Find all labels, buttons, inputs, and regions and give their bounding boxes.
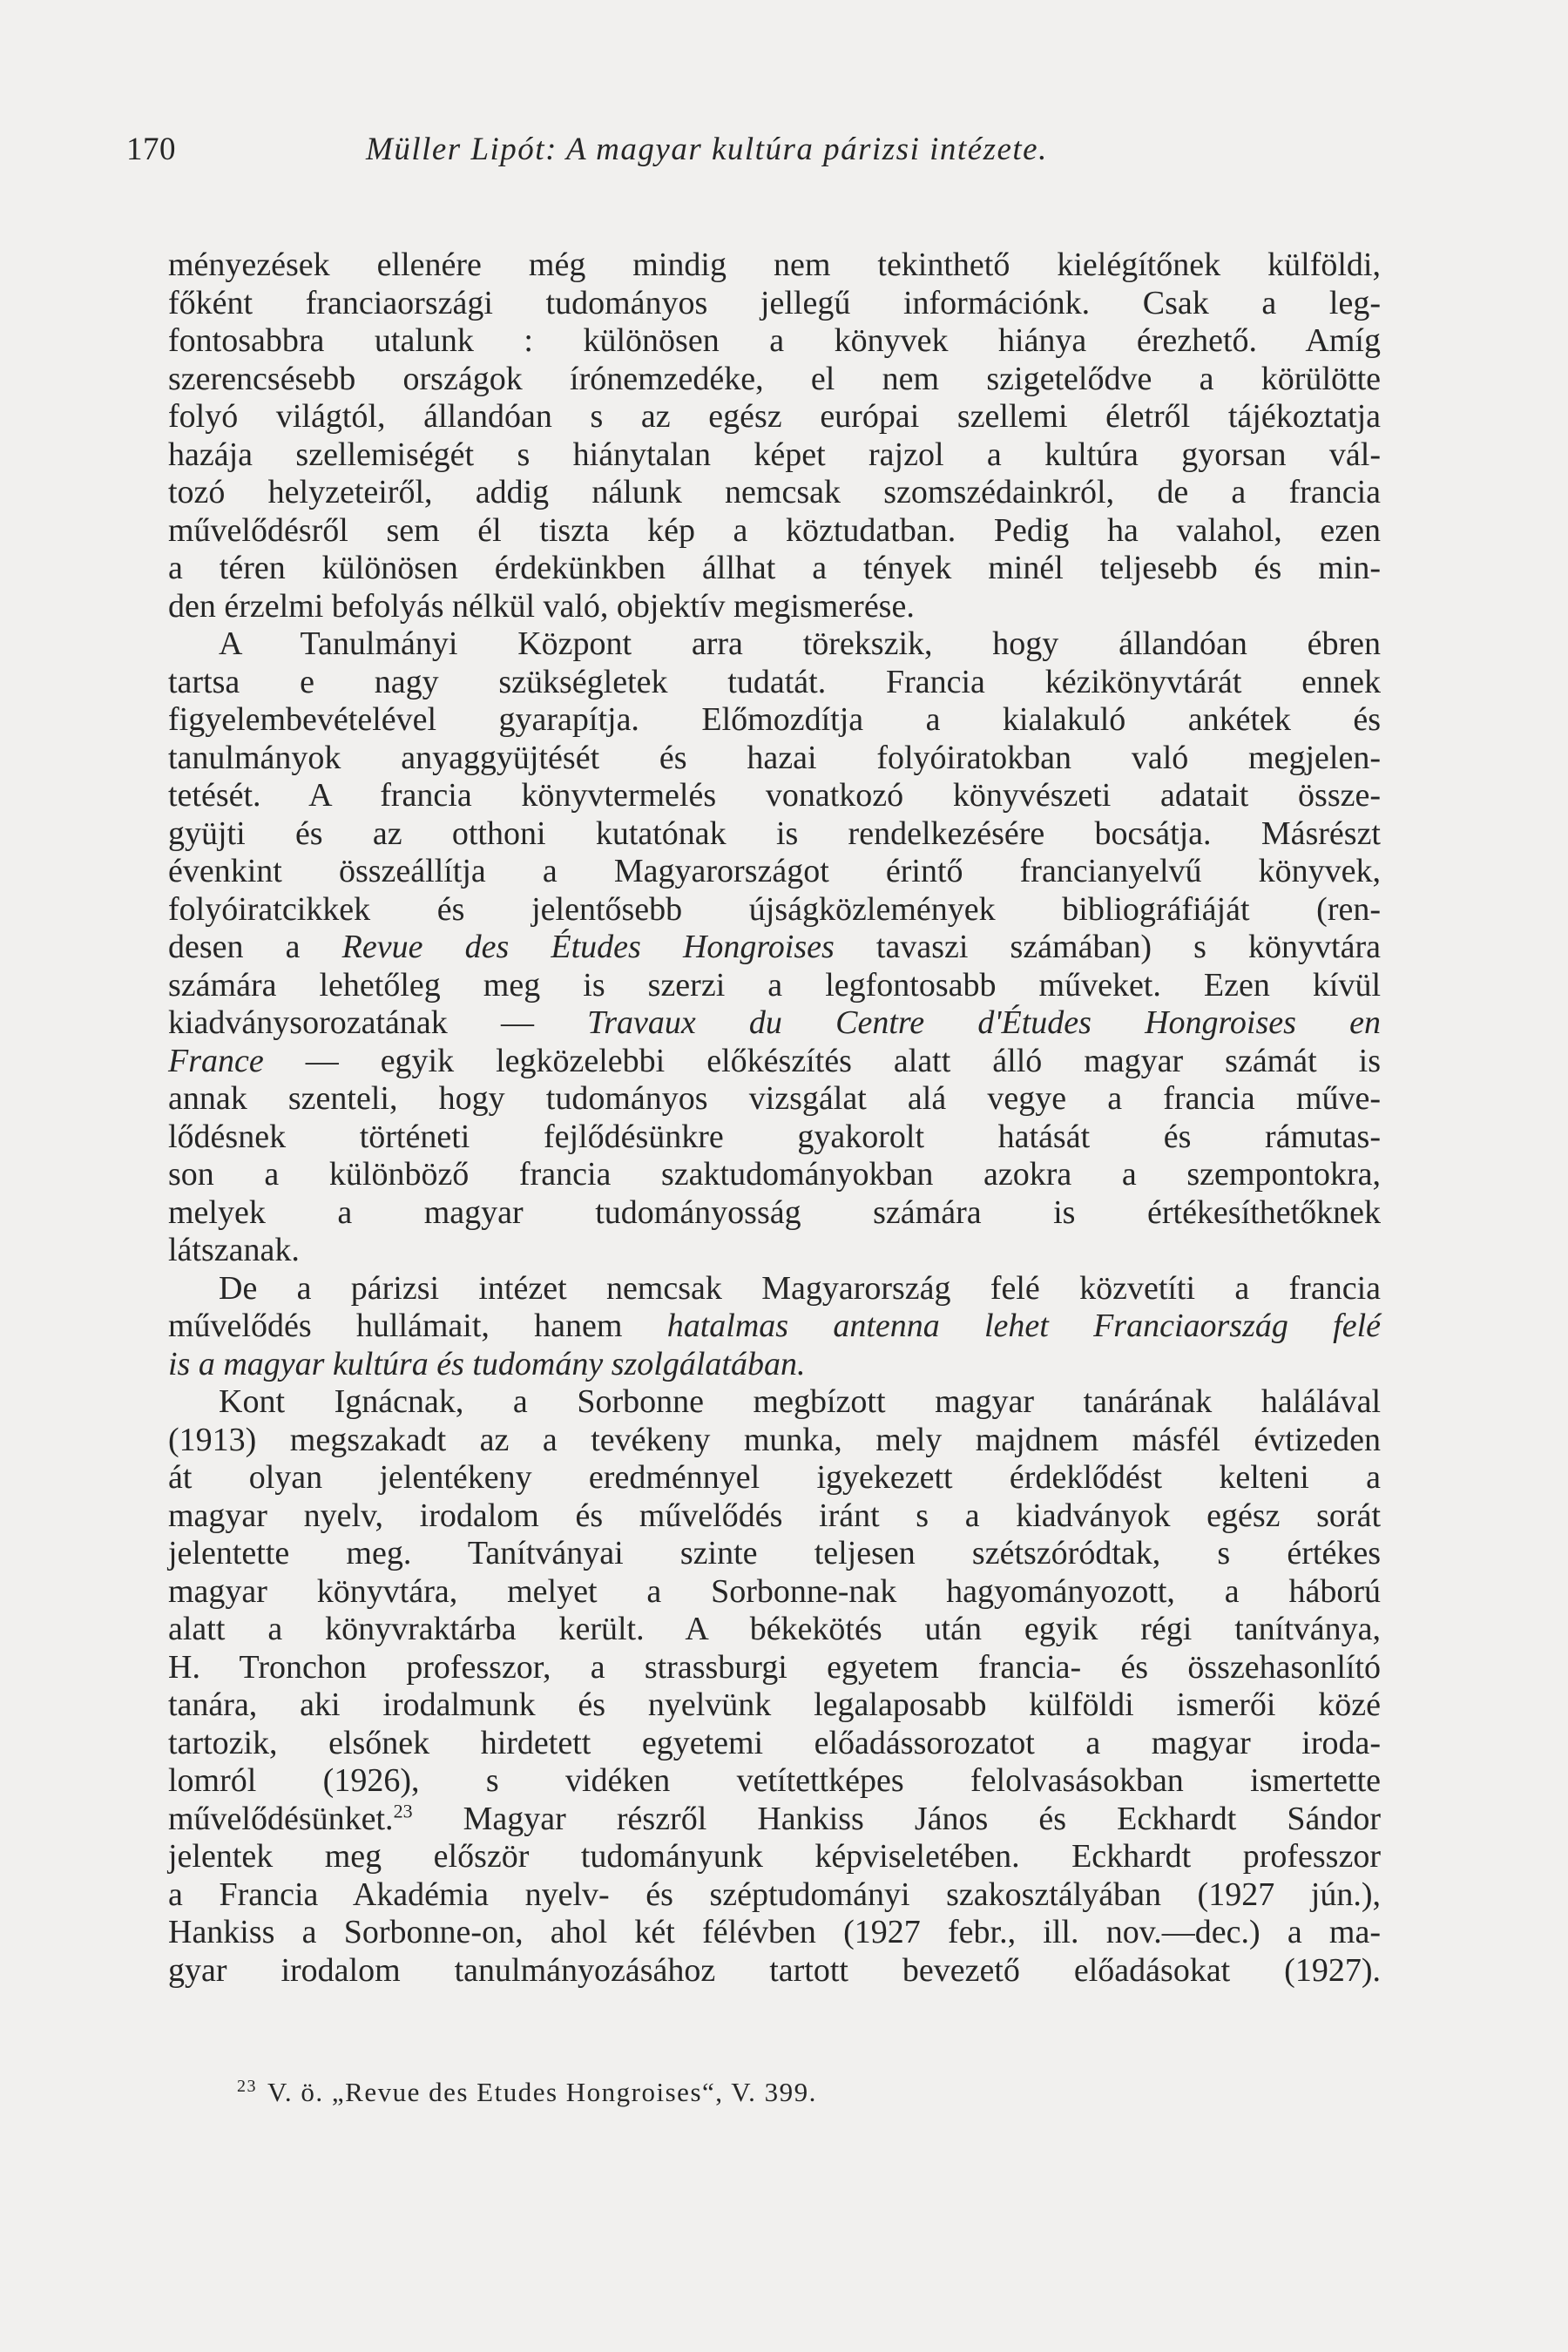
footnote <box>237 2073 817 2112</box>
text-line: fontosabbra utalunk : különösen a könyvek hiánya érezhető. Amíg <box>168 322 1381 359</box>
text-line: tanulmányok anyaggyüjtését és hazai folyóiratokban való megjelen- <box>168 739 1381 776</box>
line-segment: művelődés hullámait, hanem <box>168 1308 667 1344</box>
text-line <box>168 929 1381 967</box>
text-line: folyó világtól, állandóan s az egész európai szellemi életről tájékoztatja <box>168 398 1381 435</box>
line-segment: kiadványsorozatának — <box>168 1004 588 1041</box>
text-line: Hankiss a Sorbonne-on, ahol két félévben (1927 febr., ill. nov.—dec.) a ma- <box>168 1914 1381 1950</box>
emphasis-italic: hatalmas antenna lehet Franciaország felé <box>666 1308 1381 1344</box>
text-line: Kont Ignácnak, a Sorbonne megbízott magyar tanárának halálával <box>219 1383 1381 1420</box>
text-line: magyar nyelv, irodalom és művelődés iránt s a kiadványok egész sorát <box>168 1497 1381 1534</box>
line-segment: Magyar részről Hankiss János és Eckhardt Sándor <box>412 1800 1381 1837</box>
text-line: számára lehetőleg meg is szerzi a legfontosabb műveket. Ezen kívül <box>168 966 1381 1004</box>
line-segment: művelődésünket. <box>168 1800 394 1837</box>
running-head <box>0 124 1568 176</box>
text-line: a Francia Akadémia nyelv- és széptudományi szakosztályában (1927 jún.), <box>168 1876 1381 1913</box>
text-line: lomról (1926), s vidéken vetítettképes felolvasásokban ismertette <box>168 1762 1381 1799</box>
line-segment: tavaszi számában) s könyvtára <box>834 929 1381 965</box>
text-line: alatt a könyvraktárba került. A békekötés után egyik régi tanítványa, <box>168 1611 1381 1647</box>
text-line: a téren különösen érdekünkben állhat a tények minél teljesebb és min- <box>168 550 1381 586</box>
text-line <box>168 1801 1381 1839</box>
text-line: tartsa e nagy szükségletek tudatát. Francia kézikönyvtárát ennek <box>168 663 1381 700</box>
text-line <box>168 1346 1381 1384</box>
text-line: H. Tronchon professzor, a strassburgi egyetem francia- és összehasonlító <box>168 1648 1381 1686</box>
page-number: 170 <box>126 132 176 167</box>
text-line: ményezések ellenére még mindig nem tekinthető kielégítőnek külföldi, <box>168 247 1381 283</box>
text-line: jelentette meg. Tanítványai szinte teljesen szétszóródtak, s értékes <box>168 1535 1381 1571</box>
running-title: Müller Lipót: A magyar kultúra párizsi intézete. <box>366 132 1048 167</box>
text-line: figyelembevételével gyarapítja. Előmozdítja a kialakuló ankétek és <box>168 701 1381 738</box>
emphasis-italic: is a magyar kultúra és tudomány szolgálatában. <box>168 1345 806 1382</box>
text-line <box>168 1004 1381 1043</box>
text-line <box>168 1043 1381 1081</box>
text-line: évenkint összeállítja a Magyarországot érintő francianyelvű könyvek, <box>168 853 1381 889</box>
text-line: annak szenteli, hogy tudományos vizsgálat alá vegye a francia műve- <box>168 1080 1381 1117</box>
line-segment: — egyik legközelebbi előkészítés alatt álló magyar számát is <box>263 1042 1381 1079</box>
text-line: tozó helyzeteiről, addig nálunk nemcsak szomszédainkról, de a francia <box>168 474 1381 510</box>
text-line: szerencsésebb országok írónemzedéke, el nem szigetelődve a körülötte <box>168 360 1381 397</box>
text-line: De a párizsi intézet nemcsak Magyarország felé közvetíti a francia <box>219 1269 1381 1307</box>
footnote-reference[interactable]: 23 <box>393 1799 413 1821</box>
series-title-italic: Travaux du Centre d'Études Hongroises en <box>587 1004 1381 1041</box>
text-line: tanára, aki irodalmunk és nyelvünk legalaposabb külföldi ismerői közé <box>168 1686 1381 1723</box>
text-line: son a különböző francia szaktudományokban azokra a szempontokra, <box>168 1156 1381 1193</box>
text-line: hazája szellemiségét s hiánytalan képet rajzol a kultúra gyorsan vál- <box>168 436 1381 473</box>
text-line: tetését. A francia könyvtermelés vonatkozó könyvészeti adatait össze- <box>168 777 1381 814</box>
text-line: melyek a magyar tudományosság számára is értékesíthetőknek <box>168 1193 1381 1231</box>
body-text <box>168 247 1381 1990</box>
text-line: tartozik, elsőnek hirdetett egyetemi előadássorozatot a magyar iroda- <box>168 1724 1381 1761</box>
series-title-italic: France <box>168 1042 264 1079</box>
text-line: látszanak. <box>168 1232 300 1268</box>
text-line: főként franciaországi tudományos jellegű információnk. Csak a leg- <box>168 284 1381 321</box>
text-line: művelődésről sem él tiszta kép a köztudatban. Pedig ha valahol, ezen <box>168 511 1381 549</box>
footnote-number: 23 <box>237 2076 257 2096</box>
text-line: gyüjti és az otthoni kutatónak is rendelkezésére bocsátja. Másrészt <box>168 814 1381 852</box>
text-line: jelentek meg először tudományunk képviseletében. Eckhardt professzor <box>168 1838 1381 1875</box>
text-line: gyar irodalom tanulmányozásához tartott bevezető előadásokat (1927). <box>168 1951 1381 1989</box>
text-line <box>168 1308 1381 1346</box>
journal-title-italic: Revue des Études Hongroises <box>341 929 835 965</box>
text-line: folyóiratcikkek és jelentősebb újságközlemények bibliográfiáját (ren- <box>168 890 1381 928</box>
text-line: den érzelmi befolyás nélkül való, objektív megismerése. <box>168 587 915 625</box>
text-line: A Tanulmányi Központ arra törekszik, hogy állandóan ébren <box>219 625 1381 662</box>
text-line: lődésnek történeti fejlődésünkre gyakorolt hatását és rámutas- <box>168 1118 1381 1155</box>
footnote-text: V. ö. „Revue des Etudes Hongroises“, V. 399. <box>267 2077 817 2107</box>
text-line: át olyan jelentékeny eredménnyel igyekezett érdeklődést kelteni a <box>168 1459 1381 1496</box>
text-line: (1913) megszakadt az a tevékeny munka, mely majdnem másfél évtizeden <box>168 1421 1381 1458</box>
text-line: magyar könyvtára, melyet a Sorbonne-nak hagyományozott, a háború <box>168 1572 1381 1610</box>
line-segment: desen a <box>168 929 342 965</box>
